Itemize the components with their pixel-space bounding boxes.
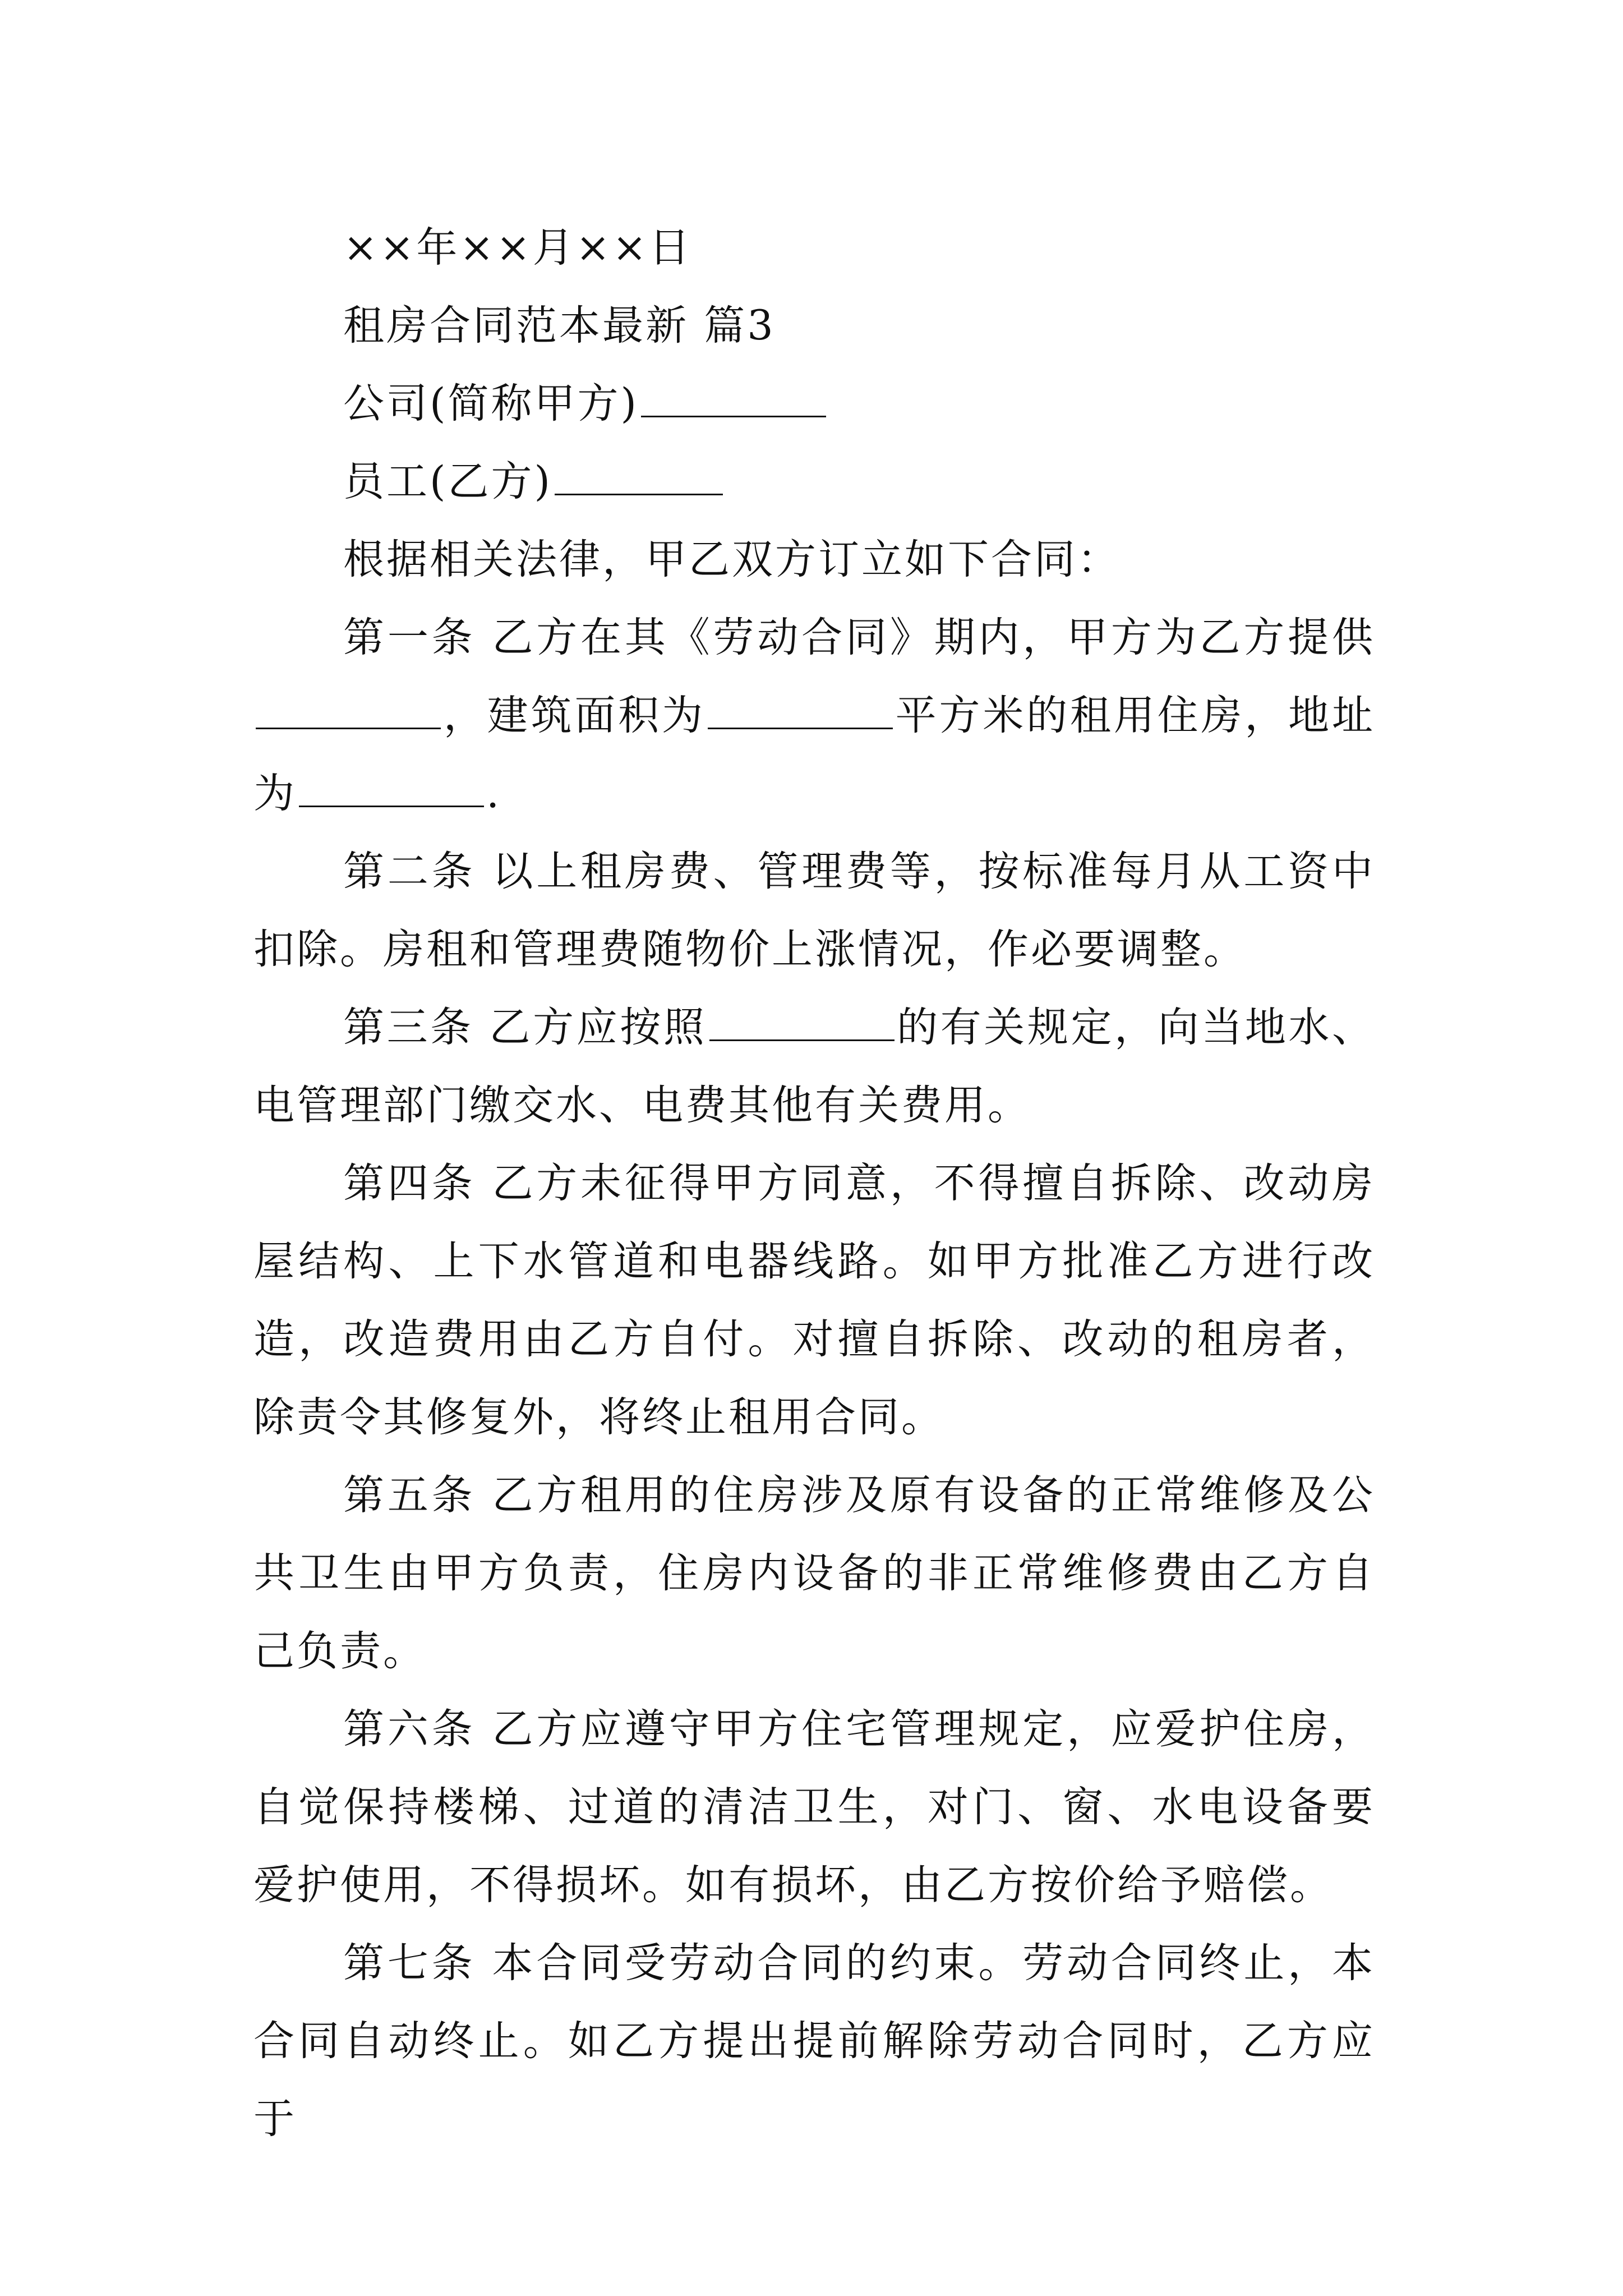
article-3-part1: 第三条 乙方应按照 [343,1004,707,1051]
article-1-part3: 平方米的租用住房，地址为 [253,692,1376,817]
employee-label: 员工(乙方) [343,458,552,505]
company-blank [641,410,826,417]
article-2: 第二条 以上租房费、管理费等，按标准每月从工资中扣除。房租和管理费随物价上涨情况，作必要调整。 [253,848,1375,973]
article-1-blank-1 [256,722,441,729]
article-3 [253,988,1375,1144]
article-1-part1: 第一条 乙方在其《劳动合同》期内，甲方为乙方提供 [343,614,1375,661]
employee-blank [555,488,723,495]
article-1-part2: ，建筑面积为 [443,692,706,739]
article-7: 第七条 本合同受劳动合同的约束。劳动合同终止，本合同自动终止。如乙方提出提前解除劳动合同时，乙方应于 [253,1939,1375,2143]
article-5: 第五条 乙方租用的住房涉及原有设备的正常维修及公共卫生由甲方负责，住房内设备的非正常维修费由乙方自己负责。 [253,1471,1375,1675]
date-line: ××年××月××日 [343,224,692,272]
article-1-blank-2 [708,722,893,729]
document-body [253,209,1375,2158]
intro-paragraph: 根据相关法律，甲乙双方订立如下合同： [343,536,1121,583]
article-6: 第六条 乙方应遵守甲方住宅管理规定，应爱护住房，自觉保持楼梯、过道的清洁卫生，对门、窗、水电设备要爱护使用，不得损坏。如有损坏，由乙方按价给予赔偿。 [253,1705,1375,1909]
company-label: 公司(简称甲方) [343,380,639,427]
article-1-blank-3 [299,800,484,807]
company-line [253,365,1375,443]
article-1-part4: . [486,770,502,817]
article-3-part2: 的有关规定，向当地水、电管理部门缴交水、电费其他有关费用。 [253,1004,1375,1129]
document-title: 租房合同范本最新 篇3 [343,302,776,349]
employee-line [253,443,1375,521]
article-3-blank [709,1034,895,1041]
article-4: 第四条 乙方未征得甲方同意，不得擅自拆除、改动房屋结构、上下水管道和电器线路。如甲方批准乙方进行改造，改造费用由乙方自付。对擅自拆除、改动的租房者，除责令其修复外，将终止租用合同。 [253,1159,1375,1441]
article-1 [253,599,1375,832]
